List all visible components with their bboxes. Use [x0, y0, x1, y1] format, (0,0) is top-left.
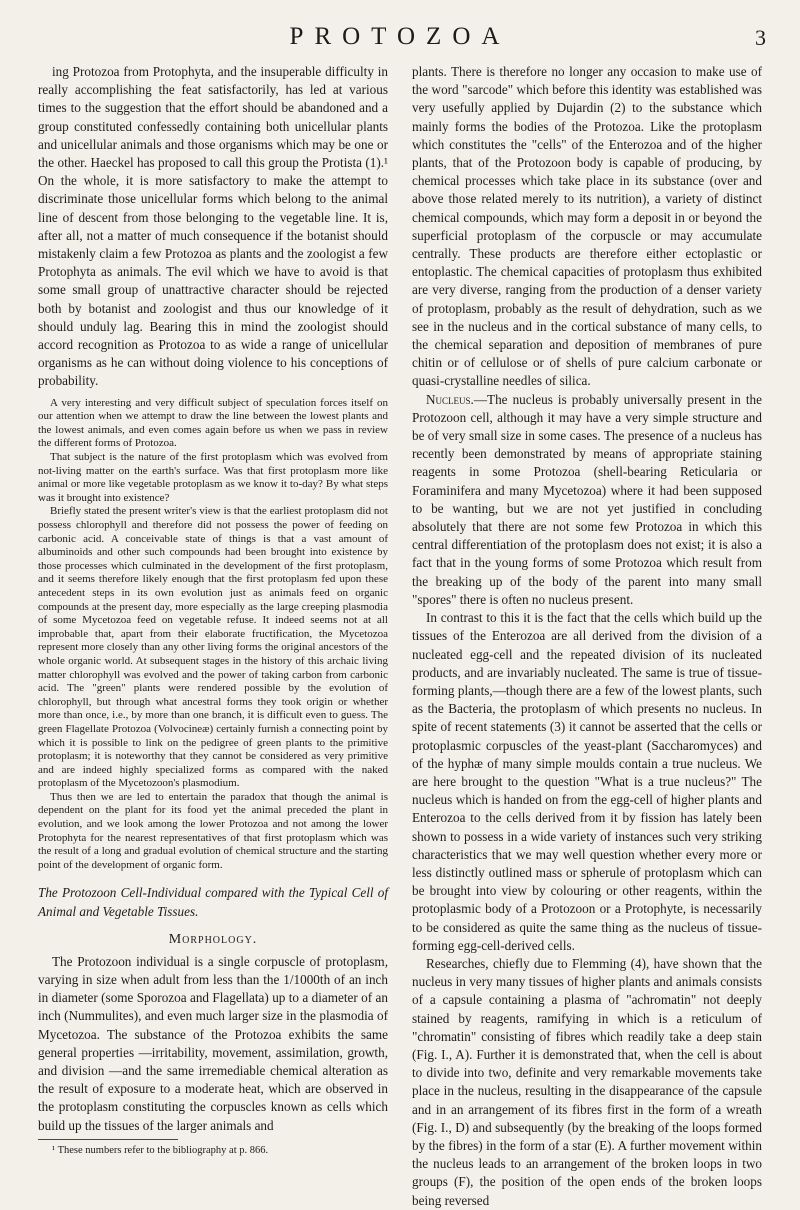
small-paragraph-speculation: A very interesting and very difficult subject of speculation forces itself on our attention when we attempt to draw the line between the lowest plants and the lowest animals, and even comes again before us when we pass in review the different forms of Protozoa. — [38, 396, 388, 450]
paragraph-nucleus — [412, 391, 762, 609]
page-number: 3 — [755, 25, 766, 50]
paragraph-protista: ing Protozoa from Protophyta, and the insuperable difficulty in really accomplishing the feat satisfactorily, has led at various times to the suggestion that the effort should be abandoned and a group constituted confessedly containing both unicellular plants and unicellular animals and those organisms which may be one or the other. Haeckel has proposed to call this group the Protista (1).¹ On the whole, it is more satisfactory to make the attempt to discriminate those unicellular forms which belong to the animal line of descent from those belonging to the vegetable line. It is, after all, not a matter of much consequence if the botanist should mistakenly claim a few Protozoa as plants and the zoologist a few Protophyta as animals. The evil which we have to avoid is that some small group of unattractive character should be rejected both by botanist and zoologist and thus our knowledge of it should unduly lag. Bearing this in mind the zoologist should accord recognition as Protozoa to as wide a range of unicellular organisms as he can without doing violence to his conceptions of probability. — [38, 64, 388, 389]
paragraph-sarcode: plants. There is therefore no longer any occasion to make use of the word "sarcode" which before this identity was established was very usefully applied by Dujardin (2) to the substance which mainly forms the bodies of the Protozoa. Like the protoplasm which constitutes the "cells" of the Enterozoa and of the higher plants, that of the Protozoon body is capable of producing, by chemical processes which take place in its substance (over and above those related merely to its nutrition), a variety of distinct chemical compounds, which may form a deposit in or beyond the superficial protoplasm of the corpuscle or may accumulate centrally. These products are therefore either ectoplastic or entoplastic. The chemical capacities of protoplasm thus exhibited are very diverse, ranging from the production of a denser variety of protoplasm, probably as the result of dehydration, such as we see in the nucleus and in the cortical substance of many cells, to the chemical separation and deposition of membranes of pure chitin or of cellulose or of shells of pure calcium carbonate or quasi-crystalline needles of silica. — [412, 64, 762, 389]
right-column — [412, 63, 762, 1210]
footnote-rule — [38, 1139, 178, 1140]
subheading-morphology: Morphology. — [168, 931, 258, 947]
small-paragraph-writers-view: Briefly stated the present writer's view is that the earliest protoplasm did not possess chlorophyll and therefore did not possess the power of feeding on carbonic acid. A conceivable state of things is that a vast amount of albuminoids and other such compounds had been brought into existence by those processes which culminated in the development of the first protoplasm, and it seems therefore likely enough that the first protoplasm fed upon these antecedent steps in its own evolution just as animals feed on organic compounds at the present day, more especially as the large creeping plasmodia of some Mycetozoa feed on vegetable refuse. It indeed seems not at all improbable that, apart from their elaborate fructification, the Mycetozoa represent more closely than any other living forms the original ancestors of the whole organic world. At subsequent stages in the history of this archaic living matter chlorophyll was evolved and the power of taking carbon from carbonic acid. The "green" plants were rendered possible by the evolution of chlorophyll, but through what ancestral forms they took origin or whether more than once, i.e., by more than one branch, it is difficult even to guess. The green Flagellate Protozoa (Volvocineæ) certainly furnish a connecting point by which it is possible to link on the pedigree of green plants to the primitive protoplasm; it is noteworthy that they cannot be considered as very primitive and are indeed highly specialized forms as compared with the naked protoplasm of the Mycetozoon's plasmodium. — [38, 505, 388, 790]
nucleus-lead-in: Nucleus. — [426, 391, 474, 407]
running-title: PROTOZOA — [289, 23, 511, 50]
nucleus-text: —The nucleus is probably universally present in the Protozoon cell, although it may have a very simple structure and be of very small size in some cases. The presence of a nucleus has recently been demonstrated by means of appropriate staining reagents in some Protozoa (shell-bearing Reticularia or Foraminifera and many Mycetozoa) where it had been supposed to be wanting, but we are not yet justified in concluding absolutely that there are not some few Protozoa in which this central differentiation of the protoplasm does not exist; it is also a fact that in the young forms of some Protozoa which result from the breaking up of the body of the parent into many small "spores" there is often no nucleus present. — [412, 391, 762, 607]
paragraph-contrast: In contrast to this it is the fact that the cells which build up the tissues of the Enterozoa are all derived from the division of a nucleated egg-cell and the repeated division of its nucleated products, and are invariably nucleated. The same is true of tissue-forming plants,—though there are a few of the lowest plants, such as the Bacteria, the protoplasm of which presents no nucleus. In spite of recent statements (3) it cannot be asserted that the cells or protoplasmic corpuscles of the yeast-plant (Saccharomyces) and of the hyphæ of many simple moulds contain a true nucleus. We are here brought to the question "What is a true nucleus?" The nucleus which is handed on from the egg-cell of higher plants and Enterozoa to the cells derived from it by fission has lately been shown to possess in a wide variety of instances such very striking characteristics that we may well question whether every more or less distinctly outlined mass or spherule of protoplasm which can be brought into view by colouring or other reagents, within the protoplasmic body of a Protozoon or a Protophyte, is necessarily to be considered as quite the same thing as the nucleus of tissue-forming egg-cell-derived cells. — [412, 610, 762, 953]
page-header — [0, 14, 800, 54]
section-heading: The Protozoon Cell-Individual compared with the Typical Cell of Animal and Vegetable Tissues. — [38, 885, 388, 919]
small-paragraph-paradox: Thus then we are led to entertain the paradox that though the animal is dependent on the plant for its food yet the animal preceded the plant in evolution, and we look among the lower Protozoa and not among the lower Protophyta for the nearest representatives of that first protoplasm which was the result of a long and gradual evolution of chemical structure and the starting point of the development of organic form. — [38, 790, 388, 871]
footnote: ¹ These numbers refer to the bibliography at p. 866. — [52, 1144, 269, 1156]
paragraph-researches: Researches, chiefly due to Flemming (4), have shown that the nucleus in very many tissues of higher plants and animals consists of a capsule containing a plasma of "achromatin" not deeply stained by reagents, ramifying in which is a reticulum of "chromatin" consisting of fibres which readily take a deep stain (Fig. I., A). Further it is demonstrated that, when the cell is about to divide into two, definite and very remarkable movements take place in the nucleus, resulting in the disappearance of the capsule and in an arrangement of its fibres first in the form of a wreath (Fig. I., D) and subsequently (by the breaking of the loops formed by the fibres) in the form of a star (E). A further movement within the nucleus leads to an arrangement of the broken loops in two groups (F), the position of the open ends of the broken loops being reversed — [412, 955, 762, 1208]
paragraph-protozoon-individual: The Protozoon individual is a single corpuscle of protoplasm, varying in size when adult from less than the 1/1000th of an inch in diameter (some Sporozoa and Flagellata) up to a diameter of an inch (Nummulites), and even much larger size in the plasmodia of Mycetozoa. The substance of the Protozoa exhibits the same general properties —irritability, movement, assimilation, growth, and division —and the same irremediable chemical alteration as the result of exposure to a moderate heat, which are observed in the protoplasm constituting the corpuscles known as cells which build up the tissues of the larger animals and — [38, 953, 388, 1133]
left-column — [38, 63, 388, 1157]
small-paragraph-first-protoplasm: That subject is the nature of the first protoplasm which was evolved from not-living matter on the earth's surface. Was that first protoplasm more like animal or more like vegetable protoplasm as we know it to-day? By what steps was it brought into existence? — [38, 451, 388, 504]
